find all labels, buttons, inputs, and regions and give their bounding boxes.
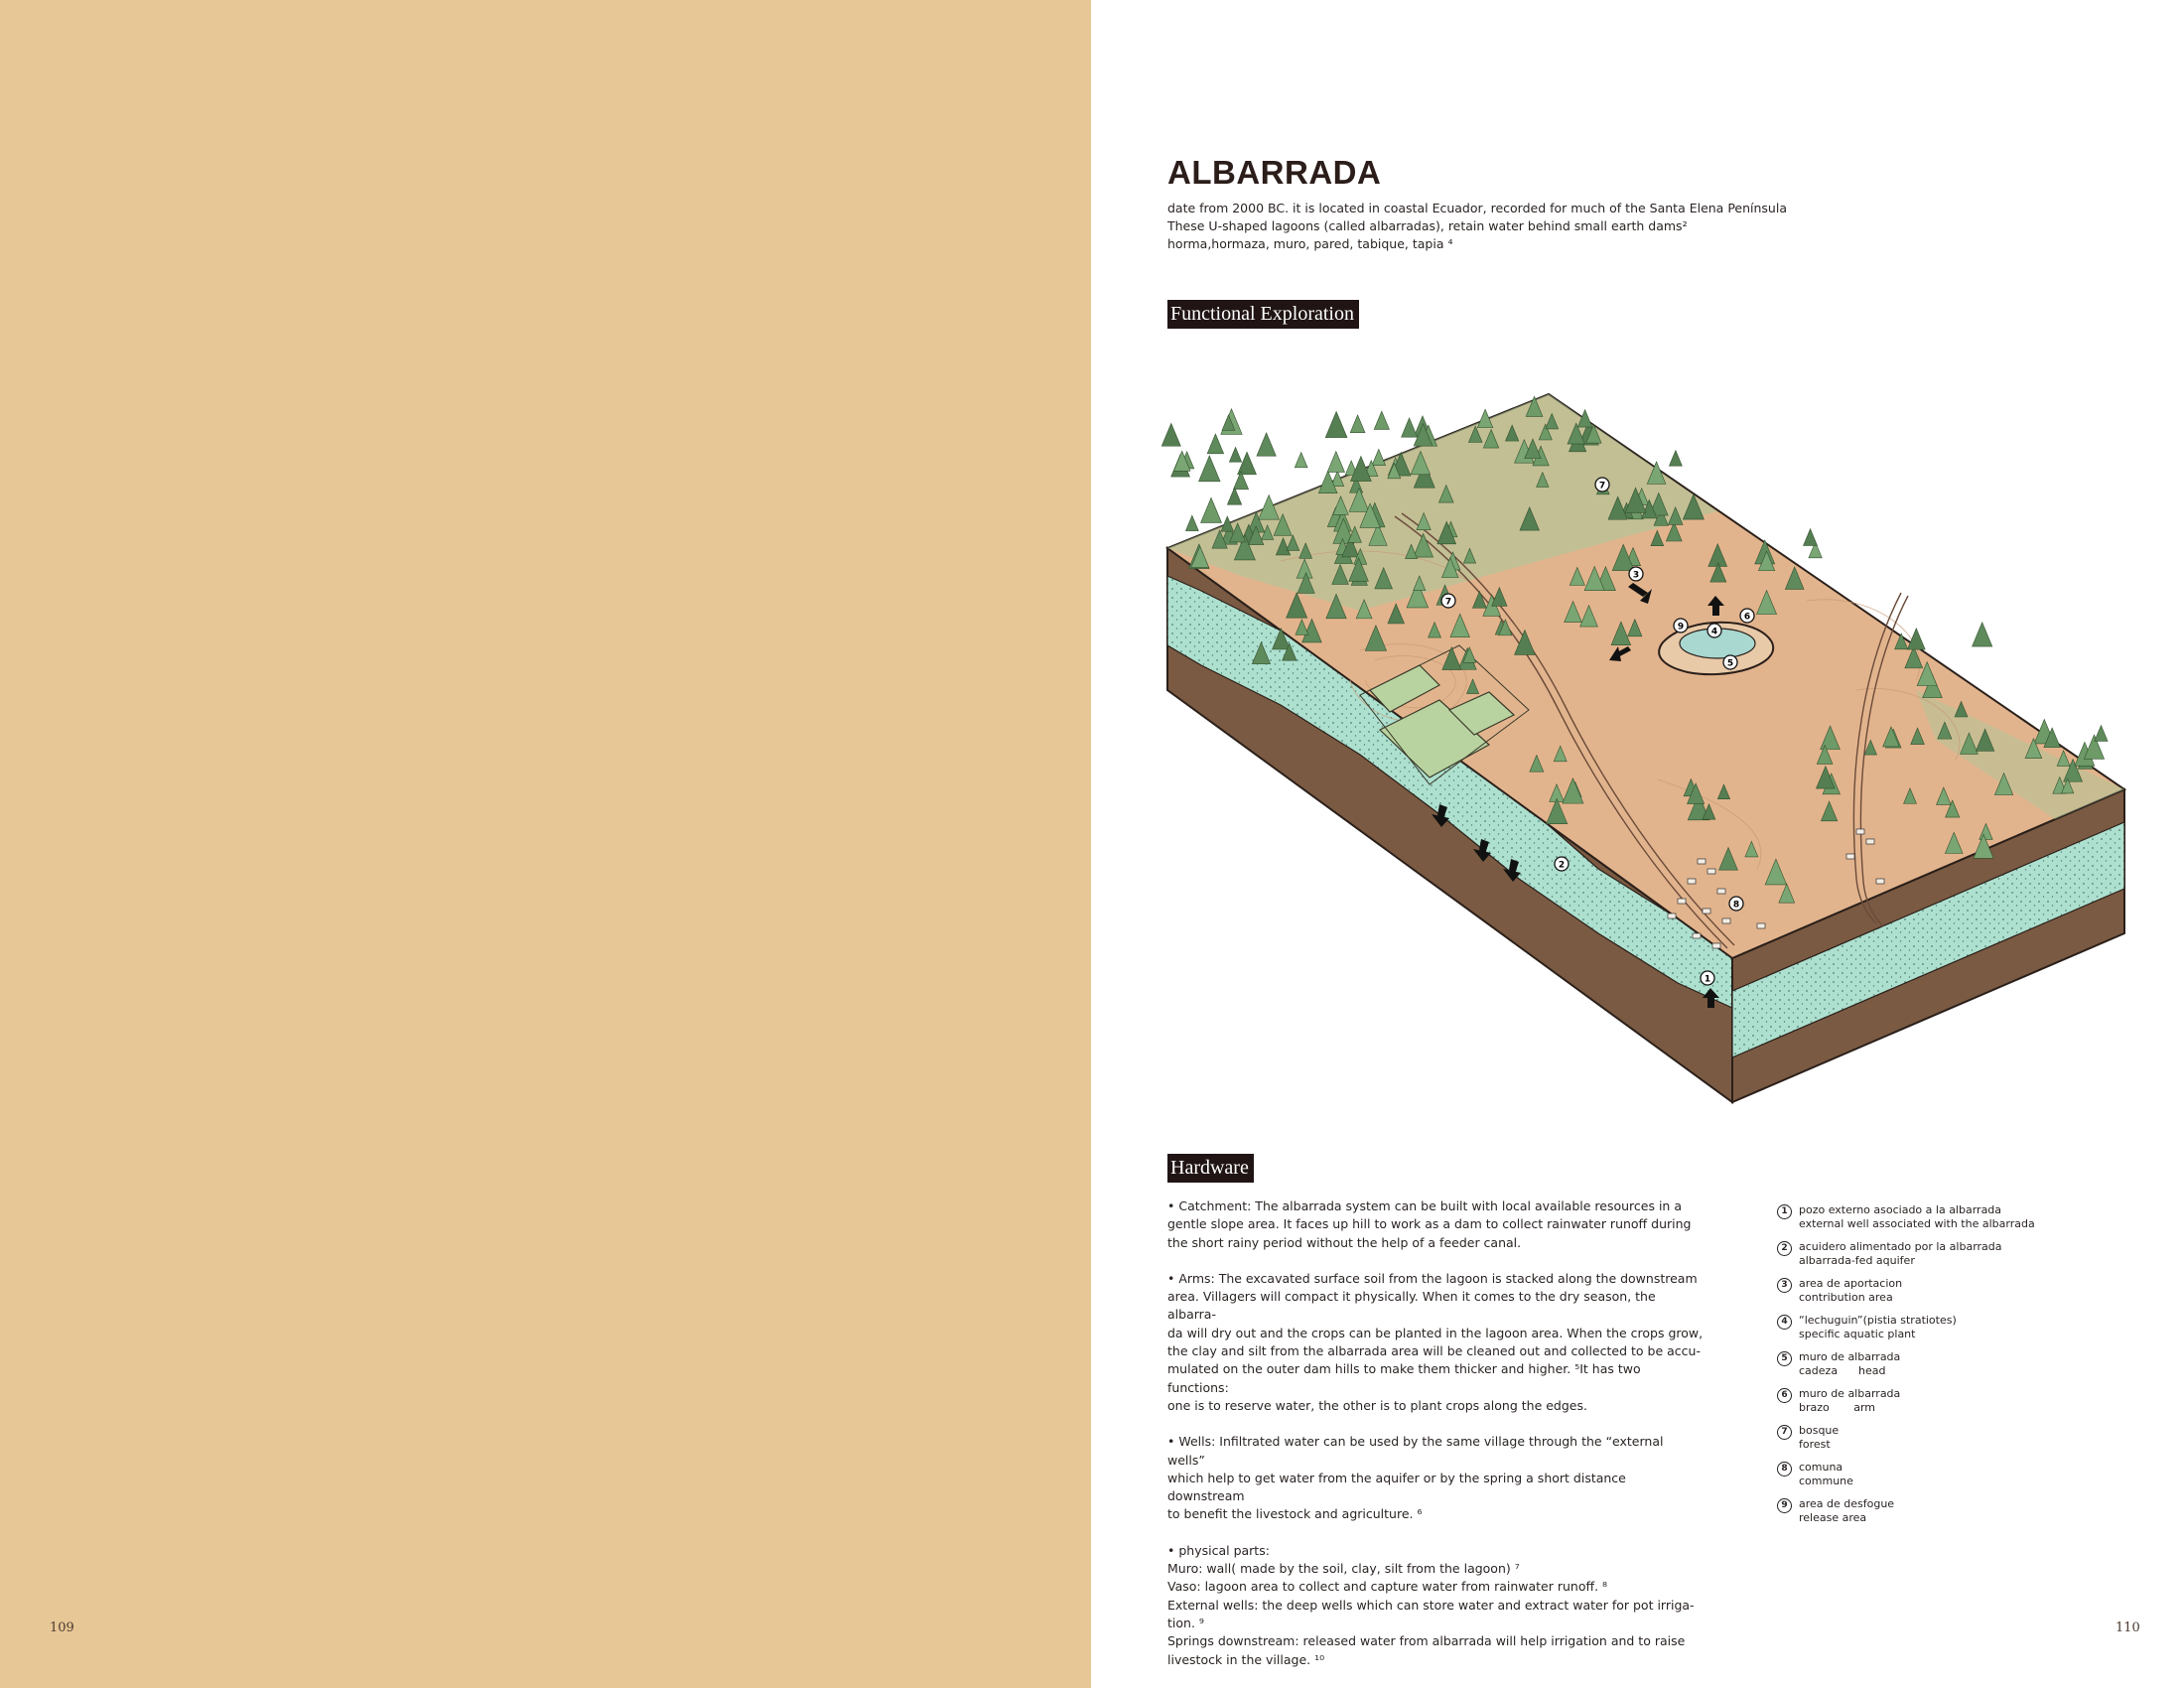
tree-icon [1199,456,1221,482]
tree-icon [1227,488,1241,504]
tree-icon [1161,423,1180,446]
legend-label-en: cadeza head [1799,1364,1886,1377]
legend-number-icon: 7 [1777,1425,1792,1440]
tree-icon [1229,447,1241,462]
legend-label-en: forest [1799,1438,1831,1451]
tree-icon [1325,411,1347,437]
tree-icon [2095,726,2108,742]
text-line: one is to reserve water, the other is to plant crops along the edges. [1167,1397,1587,1413]
hardware-text [1167,1197,1704,1687]
legend-label-en: specific aquatic plant [1799,1328,1916,1340]
house-icon [1712,943,1720,948]
marker-label: 1 [1704,974,1711,985]
legend-item [1777,1277,2095,1314]
diagram-marker [1707,624,1721,637]
intro-text [1167,200,1862,253]
tree-icon [1327,452,1344,473]
legend-item [1777,1240,2095,1277]
tree-icon [1804,529,1818,546]
diagram-marker [1723,655,1737,669]
legend-number-icon: 6 [1777,1388,1792,1403]
legend-label-es: “lechuguin”(pistia stratiotes) [1799,1314,1957,1327]
legend-label-en: release area [1799,1511,1867,1524]
marker-label: 9 [1677,622,1685,633]
legend-number-icon: 5 [1777,1351,1792,1366]
legend-label-en: contribution area [1799,1291,1893,1304]
house-icon [1703,909,1710,914]
tree-icon [1201,497,1222,522]
text-line: area. Villagers will compact it physically. When it comes to the dry season, the albarra- [1167,1289,1656,1323]
diagram-svg [1161,362,2129,1122]
legend-item [1777,1350,2095,1387]
legend-item [1777,1314,2095,1350]
marker-label: 5 [1726,658,1734,669]
text-line: • physical parts: [1167,1542,1270,1558]
legend-label-es: comuna [1799,1461,1843,1474]
diagram-marker [1595,478,1609,492]
diagram-marker [1555,857,1569,871]
legend-number-icon: 9 [1777,1498,1792,1513]
page-title: ALBARRADA [1167,154,1382,191]
left-page [0,0,1091,1688]
legend-number-icon: 2 [1777,1241,1792,1256]
marker-label: 6 [1743,612,1751,623]
legend-label-es: bosque [1799,1424,1840,1437]
intro-line: date from 2000 BC. it is located in coastal Ecuador, recorded for much of the Santa Elena Península [1167,201,1787,215]
text-line: the short rainy period without the help of a feeder canal. [1167,1234,1522,1250]
tree-icon [1238,452,1257,475]
text-line: tion. ⁹ [1167,1615,1204,1630]
legend-item [1777,1461,2095,1497]
diagram-marker [1729,897,1743,911]
legend-label-es: acuidero alimentado por la albarrada [1799,1240,2002,1253]
house-icon [1698,859,1706,864]
marker-label: 4 [1710,627,1718,637]
house-icon [1876,879,1884,884]
house-icon [1717,889,1725,894]
diagram-marker [1740,609,1754,623]
house-icon [1757,923,1765,928]
marker-label: 2 [1558,860,1566,871]
physical-parts-paragraph [1167,1542,1704,1669]
house-icon [1722,918,1730,923]
right-page-number: 110 [2116,1620,2140,1635]
legend-label-es: pozo externo asociado a la albarrada [1799,1203,2002,1216]
diagram-marker [1441,594,1455,608]
diagram-marker [1629,567,1643,581]
wells-paragraph [1167,1433,1704,1523]
legend-label-en: commune [1799,1475,1853,1487]
tree-icon [1257,433,1276,456]
legend-label-es: muro de albarrada [1799,1350,1901,1363]
text-line: Muro: wall( made by the soil, clay, silt from the lagoon) ⁷ [1167,1561,1520,1577]
section-label-hardware: Hardware [1167,1154,1254,1183]
text-line: Vaso: lagoon area to collect and capture water from rainwater runoff. ⁸ [1167,1579,1608,1595]
intro-line: horma,hormaza, muro, pared, tabique, tapia ⁴ [1167,236,1453,251]
catchment-paragraph [1167,1197,1704,1252]
diagram-marker [1701,971,1714,985]
tree-icon [1374,411,1389,429]
legend-item [1777,1497,2095,1534]
text-line: • Arms: The excavated surface soil from the lagoon is stacked along the downstream [1167,1270,1698,1286]
house-icon [1846,854,1854,859]
legend-number-icon: 1 [1777,1204,1792,1219]
section-label-functional: Functional Exploration [1167,300,1359,329]
house-icon [1866,839,1874,844]
legend-label-es: area de aportacion [1799,1277,1903,1290]
tree-icon [1207,434,1224,454]
legend-number-icon: 3 [1777,1278,1792,1293]
legend-label-en: brazo arm [1799,1401,1876,1414]
albarrada-diagram [1161,362,2129,1122]
left-page-number: 109 [50,1620,74,1635]
marker-label: 7 [1598,481,1606,492]
diagram-marker [1674,619,1688,633]
arms-paragraph [1167,1270,1704,1415]
text-line: • Wells: Infiltrated water can be used by the same village through the “external wells” [1167,1434,1664,1468]
tree-icon [1669,451,1682,467]
tree-icon [1372,449,1386,465]
text-line: livestock in the village. ¹⁰ [1167,1651,1325,1667]
tree-icon [1907,629,1925,649]
legend-label-en: albarrada-fed aquifer [1799,1254,1915,1267]
text-line: da will dry out and the crops can be planted in the lagoon area. When the crops grow, [1167,1325,1704,1340]
house-icon [1693,933,1701,938]
marker-label: 8 [1732,900,1740,911]
text-line: gentle slope area. It faces up hill to work as a dam to collect rainwater runoff during [1167,1216,1692,1232]
house-icon [1856,829,1864,834]
marker-label: 3 [1632,570,1640,581]
tree-icon [1973,623,1992,646]
text-line: External wells: the deep wells which can store water and extract water for pot irriga- [1167,1597,1695,1613]
legend-item [1777,1203,2095,1240]
legend-label-es: muro de albarrada [1799,1387,1901,1400]
legend-label-en: external well associated with the albarrada [1799,1217,2035,1230]
tree-icon [1350,415,1365,433]
text-line: • Catchment: The albarrada system can be built with local available resources in a [1167,1198,1682,1213]
diagram-legend [1777,1203,2095,1534]
marker-label: 7 [1444,597,1452,608]
text-line: Springs downstream: released water from albarrada will help irrigation and to raise [1167,1633,1686,1649]
tree-icon [1295,452,1307,467]
text-line: which help to get water from the aquifer or by the spring a short distance downstream [1167,1470,1626,1504]
text-line: to benefit the livestock and agriculture. ⁶ [1167,1506,1423,1522]
text-line: mulated on the outer dam hills to make them thicker and higher. ⁵It has two functions: [1167,1361,1641,1395]
legend-item [1777,1424,2095,1461]
legend-number-icon: 8 [1777,1462,1792,1477]
tree-icon [1402,418,1418,437]
legend-label-es: area de desfogue [1799,1497,1895,1510]
legend-item [1777,1387,2095,1424]
intro-line: These U-shaped lagoons (called albarradas), retain water behind small earth dams² [1167,218,1688,233]
legend-number-icon: 4 [1777,1315,1792,1330]
tree-icon [1185,515,1198,530]
house-icon [1678,899,1686,904]
text-line: the clay and silt from the albarrada area will be cleaned out and collected to be accu- [1167,1343,1701,1359]
house-icon [1707,869,1715,874]
house-icon [1668,914,1676,918]
house-icon [1688,879,1696,884]
